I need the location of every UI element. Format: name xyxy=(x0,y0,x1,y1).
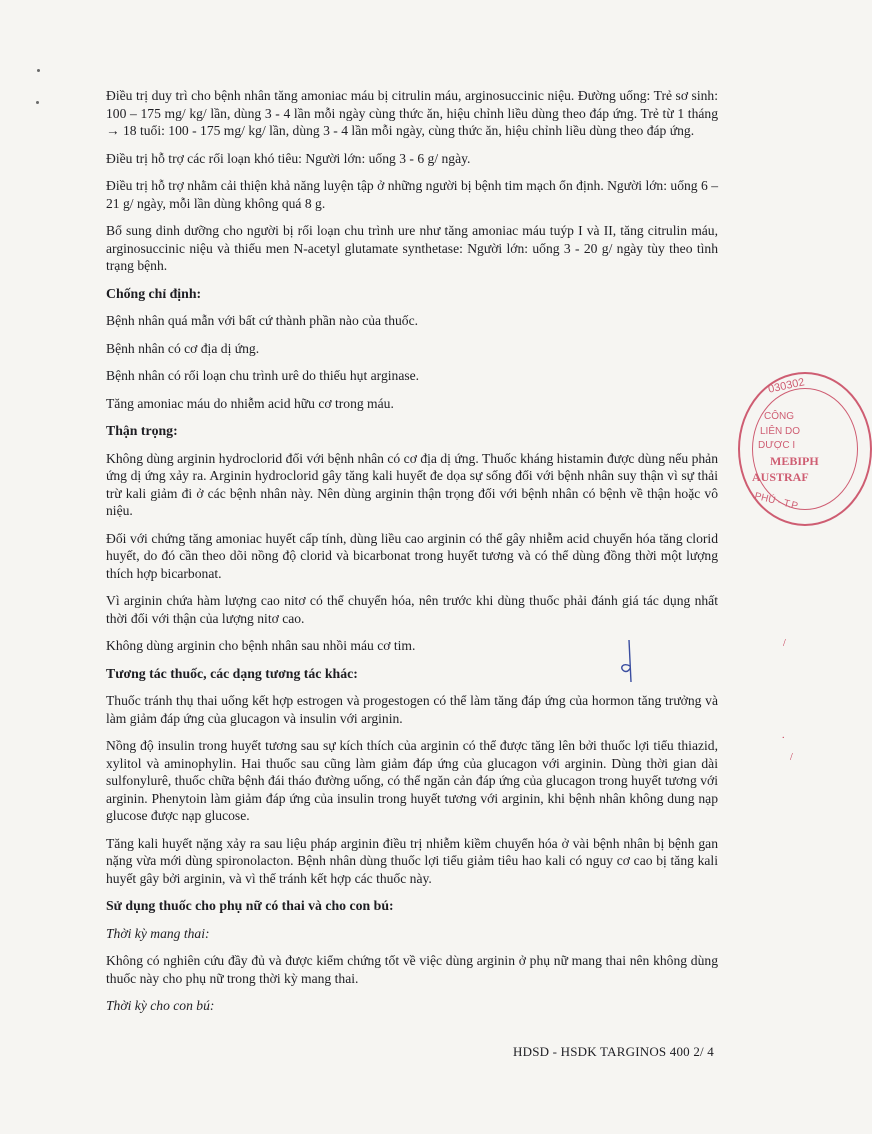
heading-precautions: Thận trọng: xyxy=(106,423,178,438)
scan-speck xyxy=(36,101,39,104)
heading-contraindications: Chống chỉ định: xyxy=(106,285,202,301)
interaction-item: Nồng độ insulin trong huyết tương sau sự kích thích của arginin có thể được tăng lên bởi thuốc lợi tiểu thiazid, xylitol và aminophylin. Hai thuốc sau cũng làm giảm đáp ứng của glucagon với arginin. Dùng thời gian dài sulfonylurê, thuốc chữa bệnh đái tháo đường uống, có thể ngăn cản đáp ứng của glucagon trong huyết tương với arginin. Phenytoin làm giảm đáp ứng của insulin trong huyết tương với arginin, khi bệnh nhân không dung nạp glucose được nạp glucose. xyxy=(106,738,718,823)
stamp-mark-fragment: / xyxy=(790,752,793,763)
subheading-lactation: Thời kỳ cho con bú: xyxy=(106,998,215,1013)
stamp-text: AUSTRAF xyxy=(752,470,809,484)
paragraph-maintenance-therapy: Điều trị duy trì cho bệnh nhân tăng amoniac máu bị citrulin máu, arginosuccinic niệu. Đường uống: Trẻ sơ sinh: 100 – 175 mg/ kg/ lần, dùng 3 - 4 lần mỗi ngày cùng thức ăn, hiệu chỉnh liều dùng theo đáp ứng. Trẻ từ 1 tháng → 18 tuổi: 100 - 175 mg/ kg/ lần, dùng 3 - 4 lần mỗi ngày, cùng thức ăn, hiệu chỉnh liều dùng theo đáp ứng. xyxy=(106,88,718,138)
contraindication-item: Tăng amoniac máu do nhiễm acid hữu cơ trong máu. xyxy=(106,395,394,411)
contraindication-item: Bệnh nhân có rối loạn chu trình urê do thiếu hụt arginase. xyxy=(106,368,420,383)
paragraph-cardiovascular: Điều trị hỗ trợ nhằm cải thiện khả năng luyện tập ở những người bị bệnh tim mạch ổn định. Người lớn: uống 6 – 21 g/ ngày, mỗi lần dùng không quá 8 g. xyxy=(106,178,718,211)
stamp-text: MEBIPH xyxy=(770,454,819,468)
stamp-mark-fragment: / xyxy=(783,638,786,649)
interaction-item: Thuốc tránh thụ thai uống kết hợp estrogen và progestogen có thể làm tăng đáp ứng của hormon tăng trưởng và làm giảm đáp ứng của glucagon và insulin với arginin. xyxy=(106,693,718,726)
stamp-mark-fragment: . xyxy=(782,730,785,741)
interaction-item: Tăng kali huyết nặng xảy ra sau liệu pháp arginin điều trị nhiễm kiềm chuyển hóa ở vài bệnh nhân bị bệnh gan nặng vừa mới dùng spironolacton. Bệnh nhân dùng thuốc lợi tiểu giảm tiêu hao kali có nguy cơ cao bị tăng kali huyết gây bởi arginin, và vì thế tránh kết hợp các thuốc này. xyxy=(106,835,718,886)
precaution-item: Không dùng arginin hydroclorid đối với bệnh nhân có cơ địa dị ứng. Thuốc kháng histamin được dùng nếu phản ứng dị ứng xảy ra. Arginin hydroclorid gây tăng kali huyết đe dọa sự sống đối với bệnh nhân suy thận vì sự thải trừ kali giảm đi ở các bệnh nhân này. Nên dùng arginin thận trọng đối với bệnh nhân có bệnh về thận hoặc vô niệu. xyxy=(106,450,718,518)
stamp-text: PHÚ - T.P xyxy=(753,490,799,513)
handwritten-signature-mark xyxy=(615,638,645,684)
paragraph-nutrition-supplement: Bổ sung dinh dưỡng cho người bị rối loạn chu trình ure như tăng amoniac máu tuýp I và II, tăng citrulin máu, arginosuccinic niệu và thiếu men N-acetyl glutamate synthetase: Người lớn: uống 3 - 20 g/ ngày tùy theo tình trạng bệnh. xyxy=(106,223,718,273)
stamp-text: 030302 xyxy=(767,376,806,396)
contraindication-item: Bệnh nhân quá mẫn với bất cứ thành phần nào của thuốc. xyxy=(106,313,419,328)
document-body xyxy=(106,87,718,1025)
page-footer: HDSD - HSDK TARGINOS 400 2/ 4 xyxy=(513,1044,714,1059)
precaution-item: Đối với chứng tăng amoniac huyết cấp tính, dùng liều cao arginin có thể gây nhiễm acid chuyển hóa tăng clorid huyết, do đó cần theo dõi nồng độ clorid và bicarbonat trong huyết tương và có thể dùng đồng thời một lượng thích hợp bicarbonat. xyxy=(106,530,718,581)
stamp-text: CÔNG xyxy=(764,411,794,422)
paragraph-digestive-disorders: Điều trị hỗ trợ các rối loạn khó tiêu: Người lớn: uống 3 - 6 g/ ngày. xyxy=(106,150,471,166)
scan-speck xyxy=(37,69,40,72)
precaution-item: Vì arginin chứa hàm lượng cao nitơ có thể chuyển hóa, nên trước khi dùng thuốc phải đánh giá tác dụng nhất thời đối với thận của lượng nitơ cao. xyxy=(106,593,718,626)
precaution-item: Không dùng arginin cho bệnh nhân sau nhồi máu cơ tim. xyxy=(106,638,416,653)
pregnancy-text: Không có nghiên cứu đầy đủ và được kiểm chứng tốt về việc dùng arginin ở phụ nữ mang thai nên không dùng thuốc này cho phụ nữ trong thời kỳ mang thai. xyxy=(106,953,718,986)
stamp-text: DƯỢC I xyxy=(758,440,796,451)
company-stamp xyxy=(738,372,872,526)
heading-interactions: Tương tác thuốc, các dạng tương tác khác: xyxy=(106,665,358,681)
contraindication-item: Bệnh nhân có cơ địa dị ứng. xyxy=(106,340,260,356)
heading-pregnancy-lactation: Sử dụng thuốc cho phụ nữ có thai và cho con bú: xyxy=(106,898,394,913)
subheading-pregnancy: Thời kỳ mang thai: xyxy=(106,925,210,941)
stamp-text: LIÊN DO xyxy=(760,426,801,437)
